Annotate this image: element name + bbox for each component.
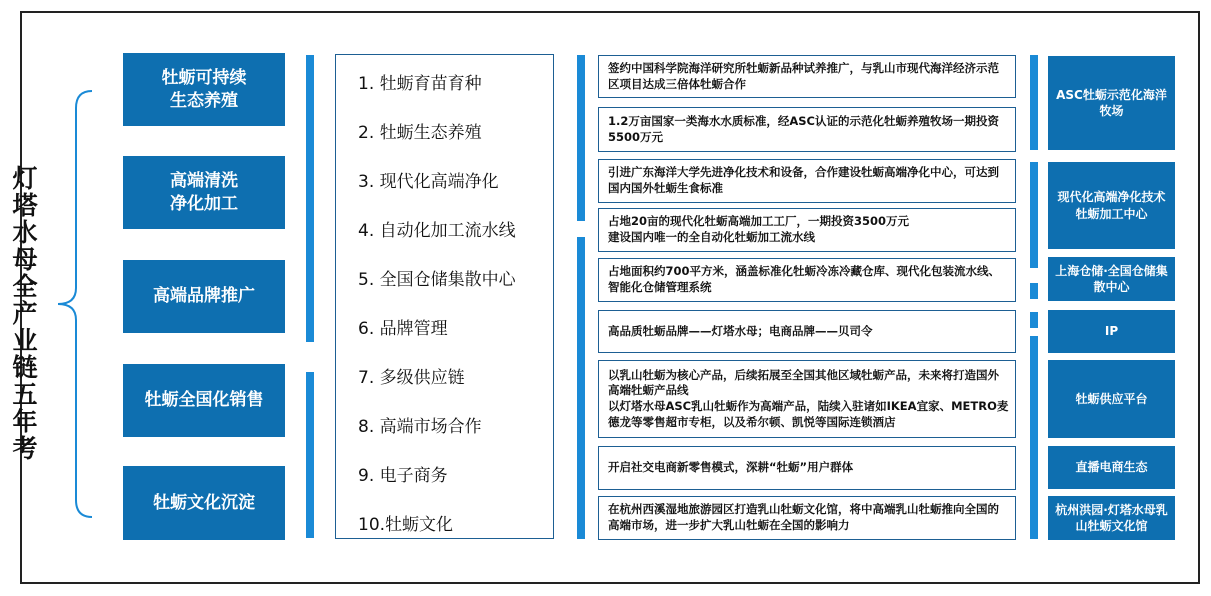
description-box-brand (598, 310, 1016, 353)
stage-list (335, 54, 554, 539)
result-box-warehouse-hub: 上海仓储·全国仓储集散中心 (1048, 257, 1175, 301)
left-brace (52, 88, 102, 520)
connector-bar-right-5 (1030, 336, 1038, 539)
description-text: 开启社交电商新零售模式，深耕“牡蛎”用户群体 (608, 460, 854, 475)
list-item: 8. 高端市场合作 (358, 417, 482, 437)
description-text: 以乳山牡蛎为核心产品，后续拓展至全国其他区域牡蛎产品，未来将打造国外高端牡蛎产品线 以灯塔水母ASC乳山牡蛎作为高端产品，陆续入驻诸如IKEA宜家、METRO麦德龙等零售超市专柜，以及希尔顿、凯悦等国际连锁酒店 (608, 367, 1009, 429)
result-box-supply-platform: 牡蛎供应平台 (1048, 360, 1175, 438)
result-box-ip: IP (1048, 310, 1175, 353)
category-sustainable-farming: 牡蛎可持续 生态养殖 (123, 53, 285, 126)
description-box-warehousing (598, 258, 1016, 302)
description-box-purification (598, 159, 1016, 203)
category-culture: 牡蛎文化沉淀 (123, 466, 285, 540)
list-item: 4. 自动化加工流水线 (358, 221, 516, 241)
description-text: 签约中国科学院海洋研究所牡蛎新品种试养推广，与乳山市现代海洋经济示范区项目达成三倍体牡蛎合作 (608, 60, 999, 91)
list-item: 2. 牡蛎生态养殖 (358, 123, 482, 143)
description-text: 占地面积约700平方米，涵盖标准化牡蛎冷冻冷藏仓库、现代化包装流水线、智能化仓储管理系统 (608, 264, 1001, 294)
connector-bar-right-2 (1030, 162, 1038, 268)
connector-bar-left-upper (306, 55, 314, 342)
description-box-farming (598, 107, 1016, 152)
result-box-culture-hall: 杭州洪园·灯塔水母乳山牡蛎文化馆 (1048, 496, 1175, 540)
connector-bar-right-3 (1030, 283, 1038, 299)
vertical-title (8, 148, 38, 478)
connector-bar-right-4 (1030, 312, 1038, 328)
list-item: 10.牡蛎文化 (358, 515, 454, 535)
list-item: 3. 现代化高端净化 (358, 172, 499, 192)
description-text: 占地20亩的现代化牡蛎高端加工工厂，一期投资3500万元 建设国内唯一的全自动化牡蛎加工流水线 (608, 214, 910, 244)
category-brand-promotion: 高端品牌推广 (123, 260, 285, 333)
description-text: 高品质牡蛎品牌——灯塔水母；电商品牌——贝司令 (608, 323, 873, 338)
description-box-culture (598, 496, 1016, 540)
category-cleaning-processing: 高端清洗 净化加工 (123, 156, 285, 229)
category-national-sales: 牡蛎全国化销售 (123, 364, 285, 437)
result-box-live-ecommerce: 直播电商生态 (1048, 446, 1175, 489)
connector-bar-left-lower (306, 372, 314, 538)
list-item: 5. 全国仓储集散中心 (358, 270, 516, 290)
list-item: 6. 品牌管理 (358, 319, 448, 339)
description-text: 在杭州西溪湿地旅游园区打造乳山牡蛎文化馆，将中高端乳山牡蛎推向全国的高端市场，进一步扩大乳山牡蛎在全国的影响力 (608, 502, 999, 532)
description-box-breeding (598, 55, 1016, 98)
list-item: 9. 电子商务 (358, 466, 448, 486)
result-box-asc-ranch: ASC牡蛎示范化海洋牧场 (1048, 56, 1175, 150)
result-box-processing-center: 现代化高端净化技术牡蛎加工中心 (1048, 162, 1175, 249)
connector-bar-right-1 (1030, 55, 1038, 150)
connector-bar-mid-upper (577, 55, 585, 221)
description-box-ecommerce (598, 446, 1016, 490)
connector-bar-mid-lower (577, 237, 585, 539)
description-box-processing (598, 208, 1016, 252)
description-box-supply-market (598, 360, 1016, 438)
description-text: 引进广东海洋大学先进净化技术和设备，合作建设牡蛎高端净化中心，可达到国内国外牡蛎生食标准 (608, 165, 999, 195)
list-item: 7. 多级供应链 (358, 368, 465, 388)
title-text: 灯塔水母全产业链五年考 (9, 164, 38, 462)
list-item: 1. 牡蛎育苗育种 (358, 74, 482, 94)
description-text: 1.2万亩国家一类海水水质标准，经ASC认证的示范化牡蛎养殖牧场一期投资5500万元 (608, 113, 999, 144)
